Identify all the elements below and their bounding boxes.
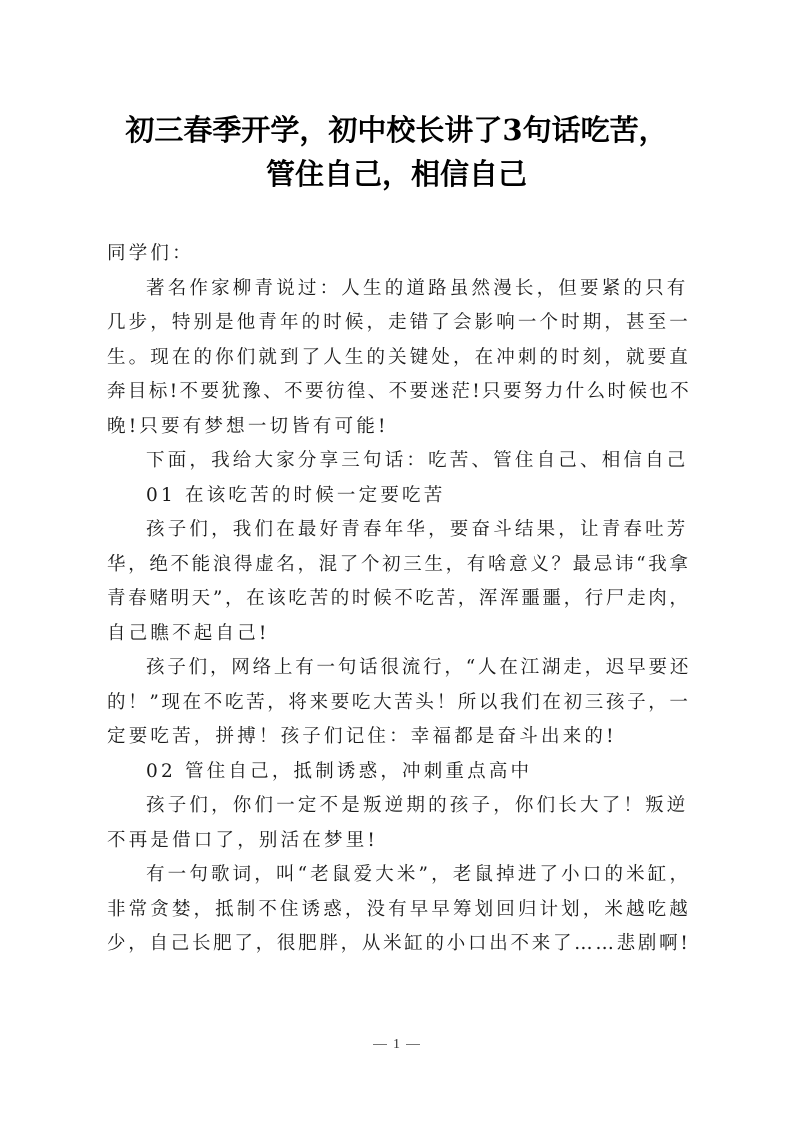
- text-line: 定要吃苦，拼搏！孩子们记住：幸福都是奋斗出来的!: [107, 726, 617, 747]
- text-line: 奔目标!不要犹豫、不要彷徨、不要迷茫!只要努力什么时候也不: [107, 381, 692, 402]
- text-line: 02 管住自己，抵制诱惑，冲刺重点高中: [146, 760, 533, 782]
- text-line: 孩子们，网络上有一句话很流行，“人在江湖走，迟早要还: [146, 657, 692, 678]
- text-line: 非常贪婪，抵制不住诱惑，没有早早筹划回归计划，米越吃越: [107, 898, 691, 920]
- text-line: 有一句歌词，叫“老鼠爱大米”，老鼠掉进了小口的米缸，: [146, 864, 692, 885]
- text-line: 自己瞧不起自己!: [107, 622, 270, 644]
- text-line: 不再是借口了，别活在梦里!: [107, 829, 379, 851]
- text-line: 生。现在的你们就到了人生的关键处，在冲刺的时刻，就要直: [107, 346, 691, 368]
- footer-dash-right: [406, 1044, 420, 1045]
- footer-dash-left: [373, 1044, 387, 1045]
- title-line-1: 初三春季开学，初中校长讲了3句话吃苦，: [125, 113, 668, 147]
- page-footer: [0, 1037, 793, 1053]
- text-line: 下面，我给大家分享三句话：吃苦、管住自己、相信自己: [146, 450, 689, 471]
- document-body: [107, 237, 691, 962]
- text-line: 几步，特别是他青年的时候，走错了会影响一个时期，甚至一: [107, 312, 691, 333]
- text-line: 的！”现在不吃苦，将来要吃大苦头！所以我们在初三孩子，一: [107, 691, 691, 713]
- text-line: 少，自己长肥了，很肥胖，从米缸的小口出不来了……悲剧啊!: [107, 933, 691, 954]
- page-number: 1: [393, 1037, 400, 1052]
- title-line-2: 管住自己，相信自己: [265, 157, 527, 191]
- text-line: 孩子们，我们在最好青春年华，要奋斗结果，让青春吐芳: [146, 519, 689, 540]
- text-line: 孩子们，你们一定不是叛逆期的孩子，你们长大了！叛逆: [146, 795, 689, 816]
- text-line: 著名作家柳青说过：人生的道路虽然漫长，但要紧的只有: [146, 277, 689, 299]
- text-line: 华，绝不能浪得虚名，混了个初三生，有啥意义？最忌讳“我拿: [107, 553, 691, 575]
- text-line: 同学们：: [107, 243, 194, 264]
- text-line: 晚!只要有梦想一切皆有可能!: [107, 415, 389, 437]
- text-line: 01 在该吃苦的时候一定要吃苦: [146, 484, 446, 506]
- document-title: [60, 108, 733, 196]
- text-line: 青春赌明天”，在该吃苦的时候不吃苦，浑浑噩噩，行尸走肉，: [107, 588, 691, 609]
